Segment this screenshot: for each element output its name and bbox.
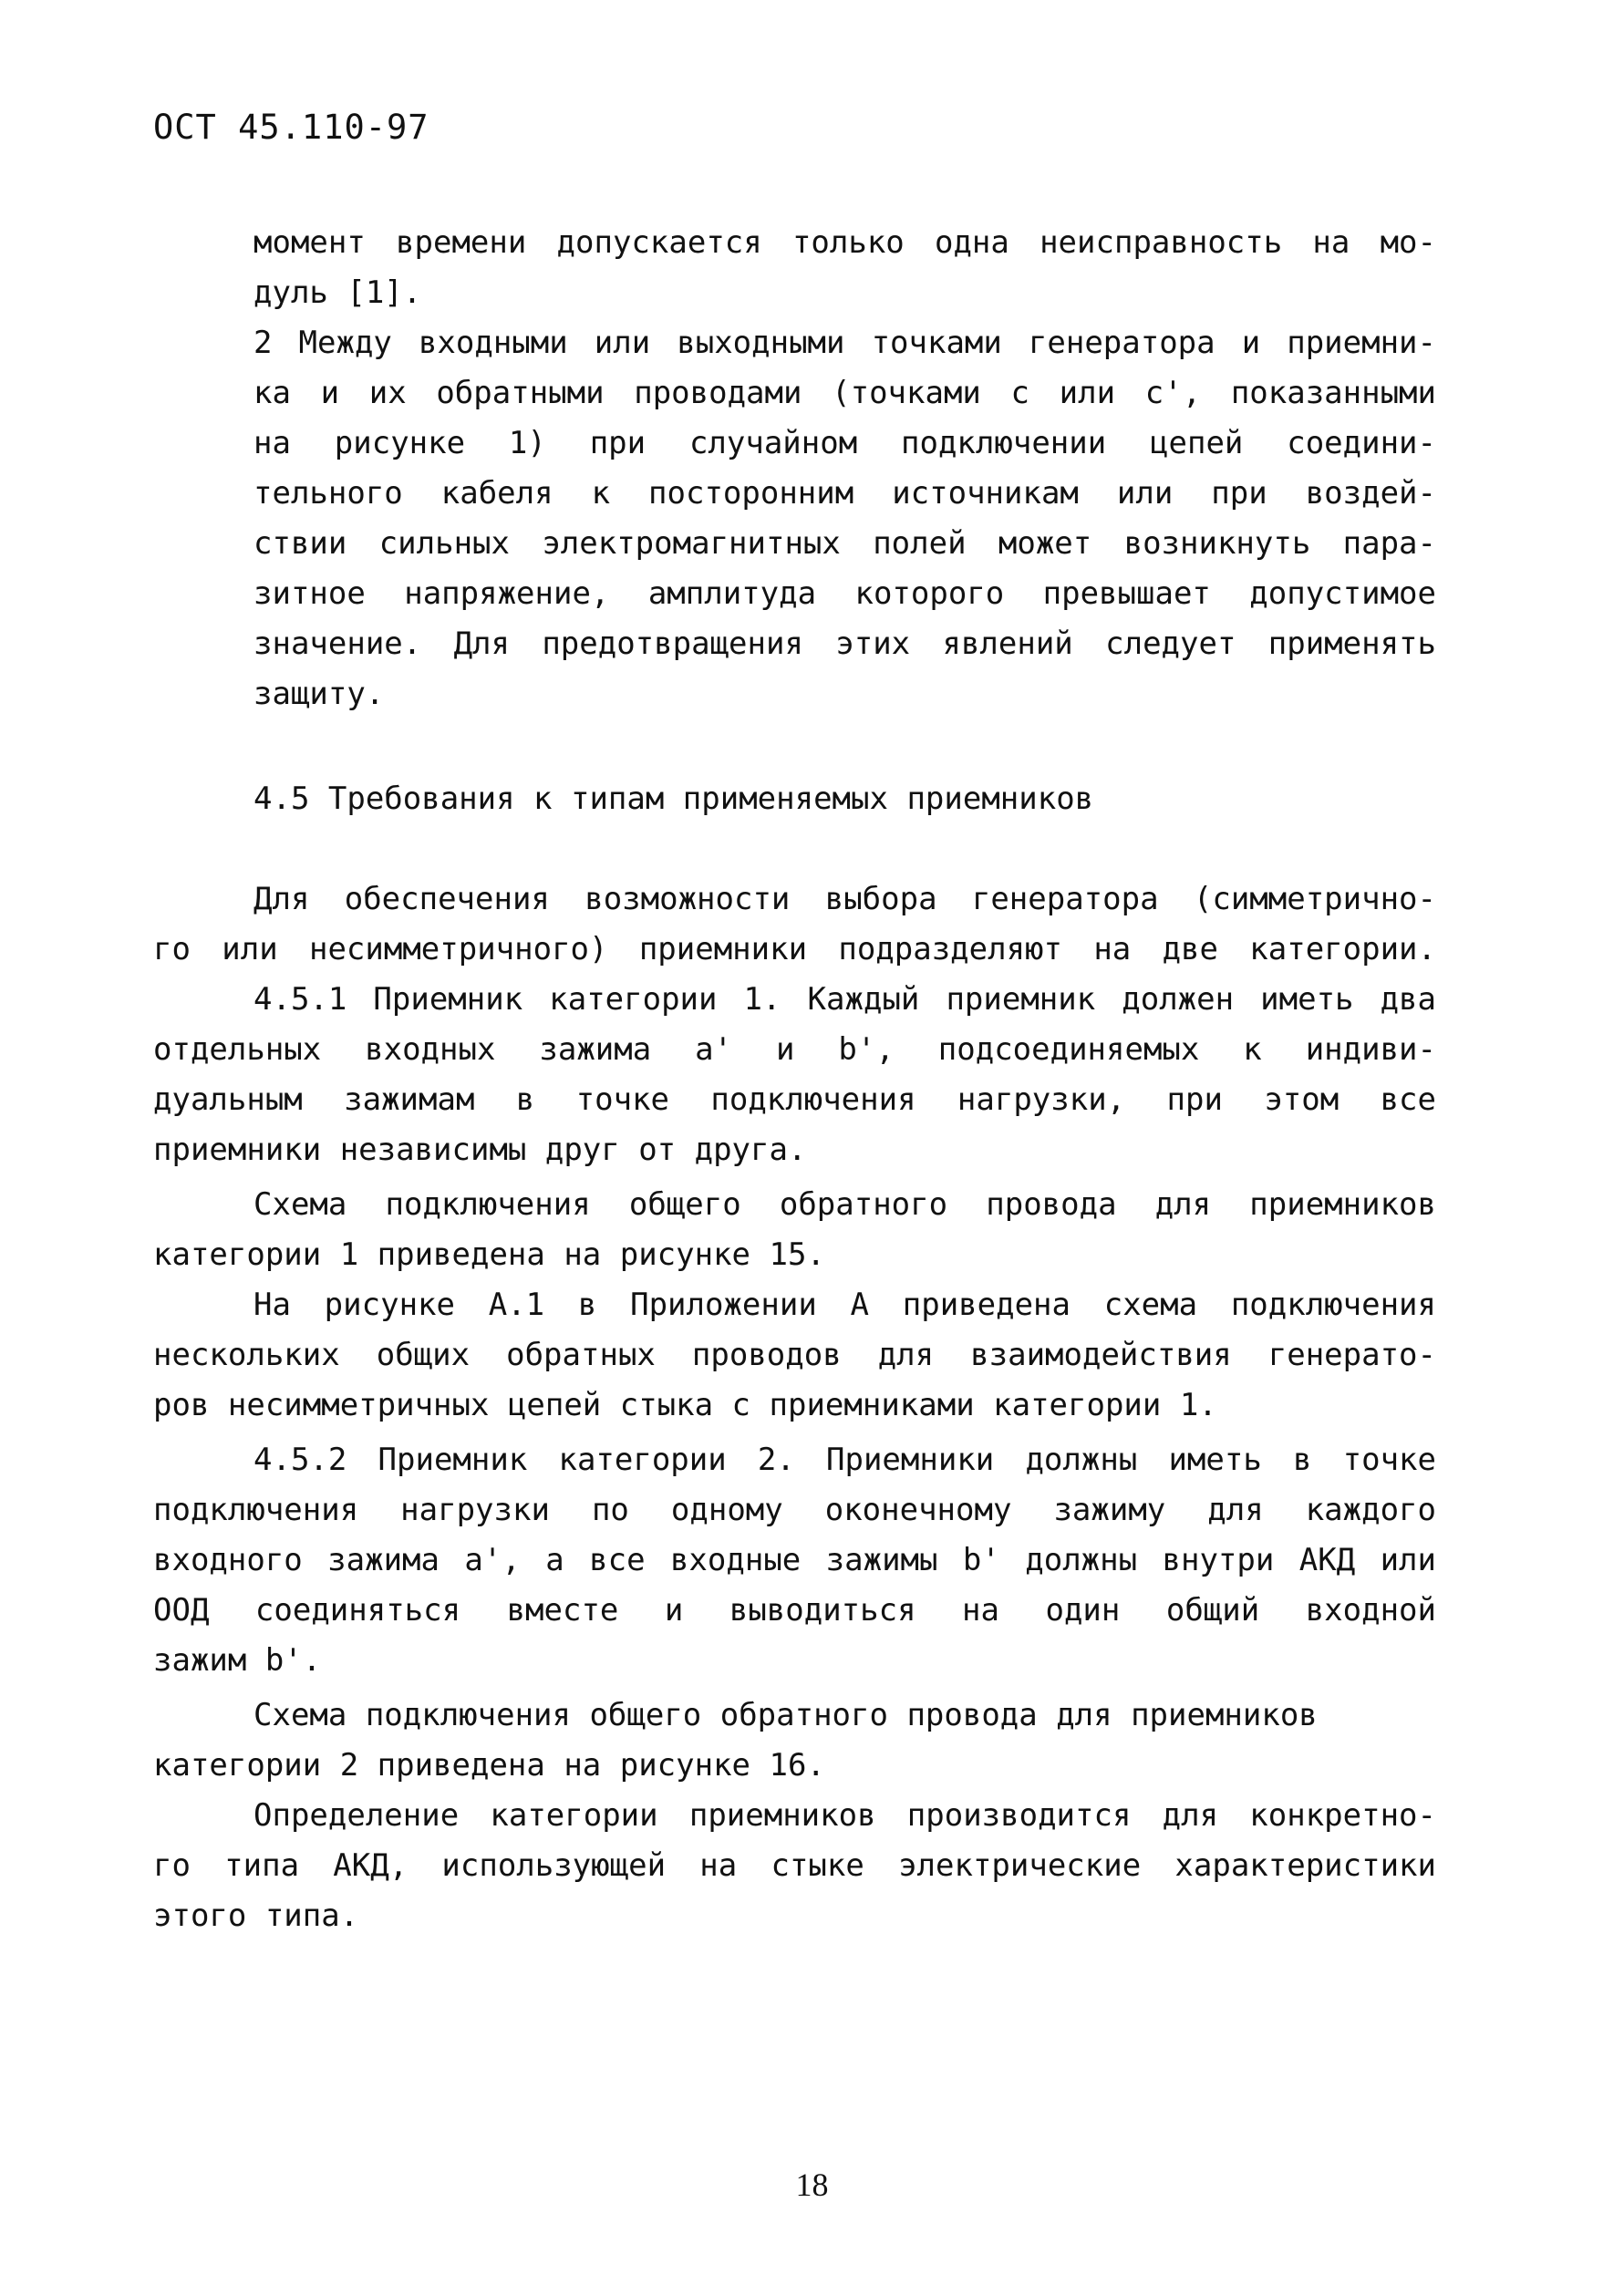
text-line: входного зажима a', а все входные зажимы b' должны внутри АКД или — [153, 1542, 1436, 1578]
text-line: приемники независимы друг от друга. — [153, 1132, 807, 1168]
text-line: дуль [1]. — [253, 274, 422, 311]
text-line: 2 Между входными или выходными точками генератора и приемни- — [253, 325, 1436, 361]
text-line: категории 2 приведена на рисунке 16. — [153, 1747, 825, 1784]
text-line: этого типа. — [153, 1898, 359, 1934]
text-line: ров несимметричных цепей стыка с приемниками категории 1. — [153, 1387, 1217, 1423]
text-line: Схема подключения общего обратного провода для приемников — [253, 1186, 1436, 1223]
text-line: зажим b'. — [153, 1642, 322, 1679]
document-code: ОСТ 45.110-97 — [153, 108, 429, 147]
text-line: ка и их обратными проводами (точками c или c', показанными — [253, 375, 1436, 411]
text-line: на рисунке 1) при случайном подключении цепей соедини- — [253, 425, 1436, 461]
text-line: момент времени допускается только одна неисправность на мо- — [253, 224, 1436, 261]
text-line: отдельных входных зажима a' и b', подсоединяемых к индиви- — [153, 1031, 1436, 1068]
page-number: 18 — [795, 2166, 829, 2203]
text-line: Схема подключения общего обратного провода для приемников — [253, 1697, 1318, 1733]
text-line: зитное напряжение, амплитуда которого превышает допустимое — [253, 575, 1436, 612]
section-heading: 4.5 Требования к типам применяемых приемников — [253, 781, 1094, 817]
text-line: Для обеспечения возможности выбора генератора (симметрично- — [253, 881, 1436, 917]
text-line: нескольких общих обратных проводов для взаимодействия генерато- — [153, 1337, 1436, 1373]
text-line: 4.5.1 Приемник категории 1. Каждый приемник должен иметь два — [253, 981, 1436, 1018]
text-line: защиту. — [253, 676, 385, 712]
text-line: дуальным зажимам в точке подключения нагрузки, при этом все — [153, 1081, 1436, 1118]
text-line: значение. Для предотвращения этих явлений следует применять — [253, 626, 1436, 662]
text-line: ствии сильных электромагнитных полей может возникнуть пара- — [253, 525, 1436, 562]
text-line: Определение категории приемников производится для конкретно- — [253, 1797, 1436, 1834]
text-line: ООД соединяться вместе и выводиться на один общий входной — [153, 1592, 1436, 1629]
text-line: тельного кабеля к посторонним источникам или при воздей- — [253, 475, 1436, 512]
text-line: категории 1 приведена на рисунке 15. — [153, 1236, 825, 1273]
text-line: На рисунке A.1 в Приложении A приведена схема подключения — [253, 1287, 1436, 1323]
text-line: 4.5.2 Приемник категории 2. Приемники должны иметь в точке — [253, 1442, 1436, 1478]
text-line: подключения нагрузки по одному оконечному зажиму для каждого — [153, 1492, 1436, 1528]
text-line: го типа АКД, использующей на стыке электрические характеристики — [153, 1847, 1436, 1884]
text-line: го или несимметричного) приемники подразделяют на две категории. — [153, 931, 1436, 967]
